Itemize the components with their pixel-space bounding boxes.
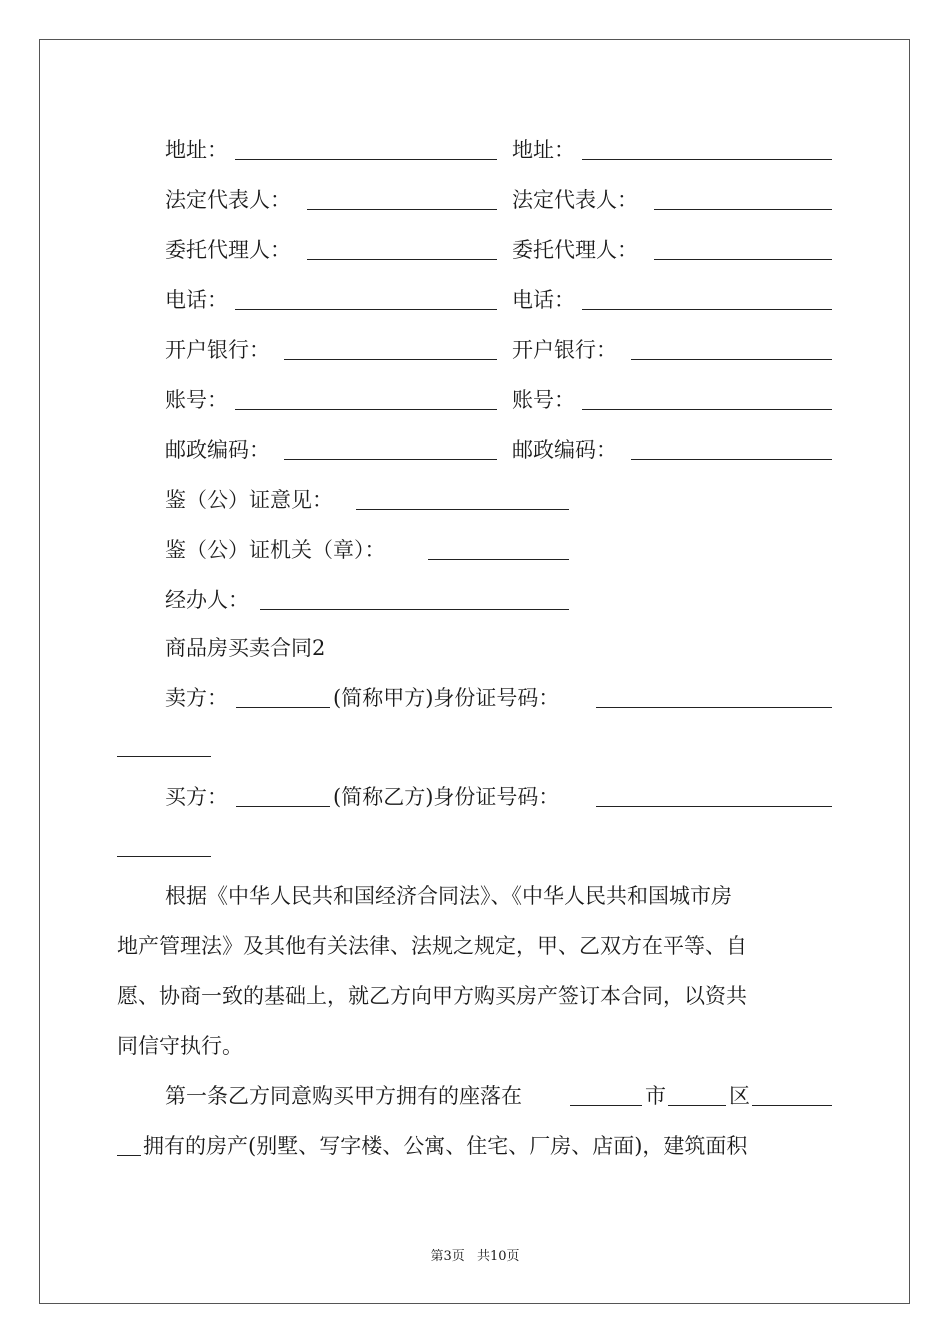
notary-authority-label: 鉴（公）证机关（章）： xyxy=(165,538,386,562)
buyer-agent-label: 委托代理人： xyxy=(512,238,638,262)
buyer-postcode-blank[interactable] xyxy=(631,459,832,460)
district-blank[interactable] xyxy=(668,1105,726,1106)
buyer-legal-rep-label: 法定代表人： xyxy=(512,188,638,212)
seller-bank-blank[interactable] xyxy=(284,359,497,360)
handler-label: 经办人： xyxy=(165,588,249,612)
preamble-line: 根据《中华人民共和国经济合同法》、《中华人民共和国城市房 xyxy=(165,884,732,908)
buyer-account-label: 账号： xyxy=(512,388,575,412)
notary-opinion-label: 鉴（公）证意见： xyxy=(165,488,333,512)
city-blank[interactable] xyxy=(570,1105,642,1106)
buyer-postcode-label: 邮政编码： xyxy=(512,438,617,462)
city-label: 市 xyxy=(645,1084,666,1108)
seller-phone-blank[interactable] xyxy=(235,309,497,310)
handler-blank[interactable] xyxy=(260,609,569,610)
location-blank-cont[interactable] xyxy=(117,1155,141,1156)
buyer-phone-label: 电话： xyxy=(512,288,575,312)
seller-agent-blank[interactable] xyxy=(307,259,497,260)
seller-id-blank[interactable] xyxy=(596,707,832,708)
seller-postcode-blank[interactable] xyxy=(284,459,497,460)
seller-id-label: (简称甲方)身份证号码： xyxy=(333,686,560,710)
page-footer xyxy=(0,1248,950,1266)
seller-account-label: 账号： xyxy=(165,388,228,412)
seller-name-blank[interactable] xyxy=(236,707,330,708)
page-number: 第3页 xyxy=(430,1249,465,1264)
seller-agent-label: 委托代理人： xyxy=(165,238,291,262)
preamble-line: 地产管理法》及其他有关法律、法规之规定，甲、乙双方在平等、自 xyxy=(117,934,747,958)
district-label: 区 xyxy=(729,1084,750,1108)
buyer-name-blank[interactable] xyxy=(236,806,330,807)
buyer-id-label: (简称乙方)身份证号码： xyxy=(333,785,560,809)
buyer-agent-blank[interactable] xyxy=(654,259,832,260)
article1-prefix: 第一条乙方同意购买甲方拥有的座落在 xyxy=(165,1084,522,1108)
buyer-address-blank[interactable] xyxy=(582,159,832,160)
buyer-bank-blank[interactable] xyxy=(631,359,832,360)
seller-address-blank[interactable] xyxy=(235,159,497,160)
seller-address-label: 地址： xyxy=(165,138,228,162)
article1-line2: 拥有的房产(别墅、写字楼、公寓、住宅、厂房、店面)，建筑面积 xyxy=(143,1134,748,1158)
seller-bank-label: 开户银行： xyxy=(165,338,270,362)
notary-opinion-blank[interactable] xyxy=(356,509,569,510)
location-blank[interactable] xyxy=(752,1105,832,1106)
contract-title: 商品房买卖合同2 xyxy=(165,636,326,660)
page-border xyxy=(39,39,910,1304)
buyer-address-label: 地址： xyxy=(512,138,575,162)
seller-label: 卖方： xyxy=(165,686,228,710)
seller-legal-rep-label: 法定代表人： xyxy=(165,188,291,212)
seller-id-blank-cont[interactable] xyxy=(117,756,211,757)
seller-account-blank[interactable] xyxy=(235,409,497,410)
notary-authority-blank[interactable] xyxy=(428,559,569,560)
buyer-bank-label: 开户银行： xyxy=(512,338,617,362)
seller-phone-label: 电话： xyxy=(165,288,228,312)
seller-postcode-label: 邮政编码： xyxy=(165,438,270,462)
buyer-id-blank-cont[interactable] xyxy=(117,856,211,857)
buyer-legal-rep-blank[interactable] xyxy=(654,209,832,210)
buyer-id-blank[interactable] xyxy=(596,806,832,807)
seller-legal-rep-blank[interactable] xyxy=(307,209,497,210)
buyer-account-blank[interactable] xyxy=(582,409,832,410)
buyer-phone-blank[interactable] xyxy=(582,309,832,310)
page-total: 共10页 xyxy=(476,1249,520,1264)
preamble-line: 愿、协商一致的基础上，就乙方向甲方购买房产签订本合同，以资共 xyxy=(117,984,747,1008)
preamble-line: 同信守执行。 xyxy=(117,1034,243,1058)
buyer-label: 买方： xyxy=(165,785,228,809)
